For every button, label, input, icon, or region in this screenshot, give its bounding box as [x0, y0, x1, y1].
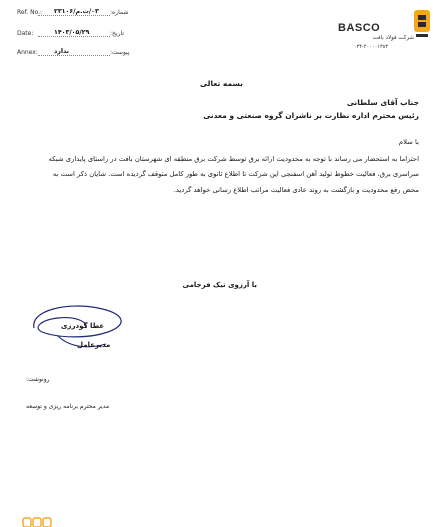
annex-label-fa: پیوست: — [110, 49, 130, 56]
ref-number-label-fa: شماره: — [110, 9, 129, 16]
body-line: احتراما به استحضار می رساند با توجه به محدودیت ارائه برق توسط شرکت برق منطقه ای شهرستان بافت در راستای پایداری شبکه — [48, 155, 419, 163]
body-line: سراسری برق، فعالیت خطوط تولید آهن اسفنجی این شرکت تا اطلاع ثانوی به طور کامل متوقف گردیده است. شایان ذکر است به — [52, 170, 419, 178]
closing-phrase: با آرزوی نیک فرجامی — [182, 281, 257, 289]
date-label: Date: — [17, 30, 34, 37]
signer-name: عطا گودرزی — [61, 322, 105, 330]
annex-value: ندارد — [54, 48, 70, 55]
date-label-fa: تاریخ: — [110, 30, 124, 37]
footer-logo-icon — [22, 517, 62, 527]
ref-number-row — [0, 9, 140, 19]
ref-number-value: ۰۳/ت.م/۲۳۱۰۶ — [54, 8, 99, 15]
ref-number-label: Ref. No.: — [17, 9, 43, 16]
date-row — [0, 30, 140, 40]
logo-phone: ۰۳۴-۴۰۰۰۰۱۳۸۳ — [354, 44, 389, 50]
signer-title: مدیرعامل — [77, 341, 111, 349]
copy-label: رونوشت: — [26, 376, 50, 383]
logo-company: شرکت فولاد بافت — [372, 35, 414, 41]
salutation-line-2: رئیس محترم اداره نظارت بر ناشران گروه صنعتی و معدنی — [203, 111, 419, 120]
copy-recipient: مدیر محترم برنامه ریزی و توسعه — [26, 403, 110, 410]
salutation-line-1: جناب آقای سلطانی — [346, 98, 419, 107]
company-logo — [336, 6, 436, 56]
annex-label: Annex: — [17, 49, 38, 56]
bismillah-heading: بسمه تعالی — [200, 79, 243, 88]
dotted-line — [38, 36, 110, 37]
annex-row — [0, 49, 140, 59]
dotted-line — [38, 15, 110, 16]
logo-brand: BASCO — [338, 22, 381, 34]
body-line: محض رفع محدودیت و بازگشت به روند عادی فعالیت مراتب اطلاع رسانی خواهد گردید. — [173, 186, 419, 194]
date-value: ۱۴۰۳/۰۵/۲۹ — [54, 29, 90, 36]
greeting: با سلام — [398, 138, 419, 146]
dotted-line — [38, 55, 110, 56]
